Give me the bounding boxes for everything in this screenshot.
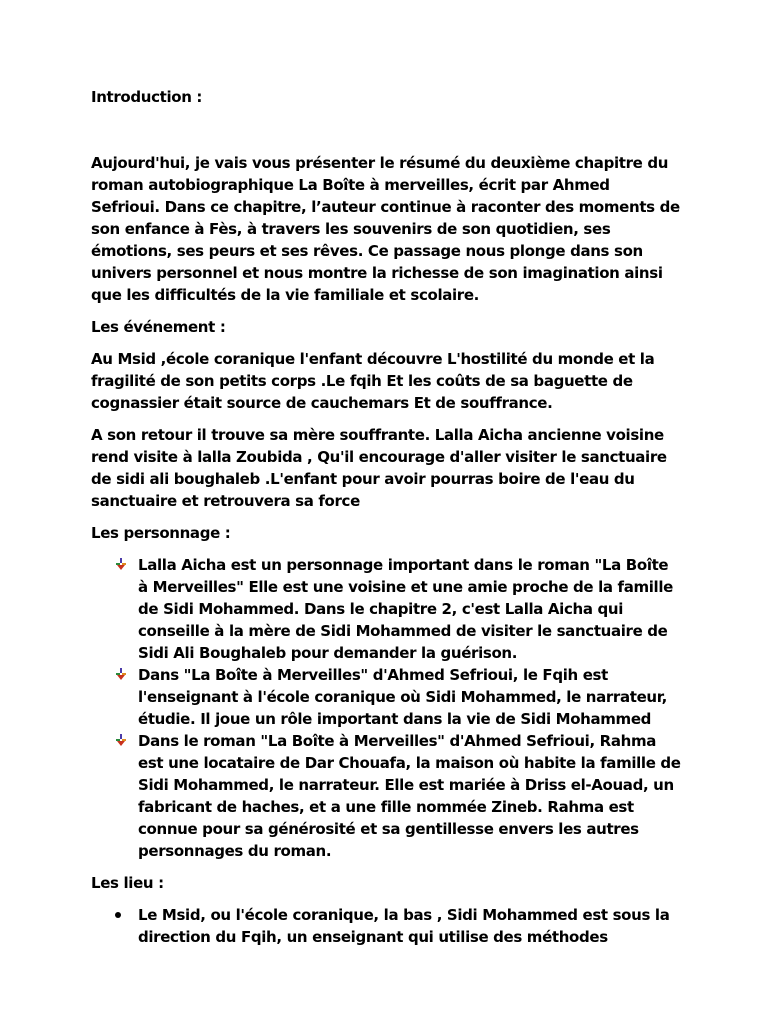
place-msid: Le Msid, ou l'école coranique, la bas , Sidi Mohammed est sous la direction du Fqih, un enseignant qui utilise des méthodes [138, 906, 670, 946]
arrow-bullet-icon [115, 558, 127, 570]
places-list [91, 904, 681, 948]
arrow-bullet-icon [115, 668, 127, 680]
list-item [138, 664, 681, 730]
events-paragraph-1: Au Msid ,école coranique l'enfant découvre L'hostilité du monde et la fragilité de son petits corps .Le fqih Et les coûts de sa baguette de cognassier était source de cauchemars Et de souffrance. [91, 350, 655, 412]
list-item [138, 554, 681, 664]
character-fqih: Dans "La Boîte à Merveilles" d'Ahmed Sefrioui, le Fqih est l'enseignant à l'école coranique où Sidi Mohammed, le narrateur, étudie. Il joue un rôle important dans la vie de Sidi Mohammed [138, 666, 667, 728]
events-paragraph-2: A son retour il trouve sa mère souffrante. Lalla Aicha ancienne voisine rend visite à lalla Zoubida , Qu'il encourage d'aller visiter le sanctuaire de sidi ali boughaleb .L'enfant pour avoir pourras boire de l'eau du sanctuaire et retrouvera sa force [91, 426, 667, 510]
list-item [138, 904, 681, 948]
characters-list [91, 554, 681, 862]
intro-paragraph: Aujourd'hui, je vais vous présenter le résumé du deuxième chapitre du roman autobiographique La Boîte à merveilles, écrit par Ahmed Sefrioui. Dans ce chapitre, l’auteur continue à raconter des moments de son enfance à Fès, à travers les souvenirs de son quotidien, ses émotions, ses peurs et ses rêves. Ce passage nous plonge dans son univers personnel et nous montre la richesse de son imagination ainsi que les difficultés de la vie familiale et scolaire. [91, 154, 680, 304]
places-heading: Les lieu : [91, 874, 164, 892]
intro-heading: Introduction : [91, 88, 203, 106]
character-rahma: Dans le roman "La Boîte à Merveilles" d'Ahmed Sefrioui, Rahma est une locataire de Dar Chouafa, la maison où habite la famille de Sidi Mohammed, le narrateur. Elle est mariée à Driss el-Aouad, un fabricant de haches, et a une fille nommée Zineb. Rahma est connue pour sa générosité et sa gentillesse envers les autres personnages du roman. [138, 732, 681, 860]
round-bullet-icon [115, 912, 121, 918]
document-body [91, 86, 681, 948]
character-lalla-aicha: Lalla Aicha est un personnage important dans le roman "La Boîte à Merveilles" Elle est une voisine et une amie proche de la famille de Sidi Mohammed. Dans le chapitre 2, c'est Lalla Aicha qui conseille à la mère de Sidi Mohammed de visiter le sanctuaire de Sidi Ali Boughaleb pour demander la guérison. [138, 556, 673, 662]
events-heading: Les événement : [91, 318, 226, 336]
arrow-bullet-icon [115, 734, 127, 746]
characters-heading: Les personnage : [91, 524, 231, 542]
list-item [138, 730, 681, 862]
